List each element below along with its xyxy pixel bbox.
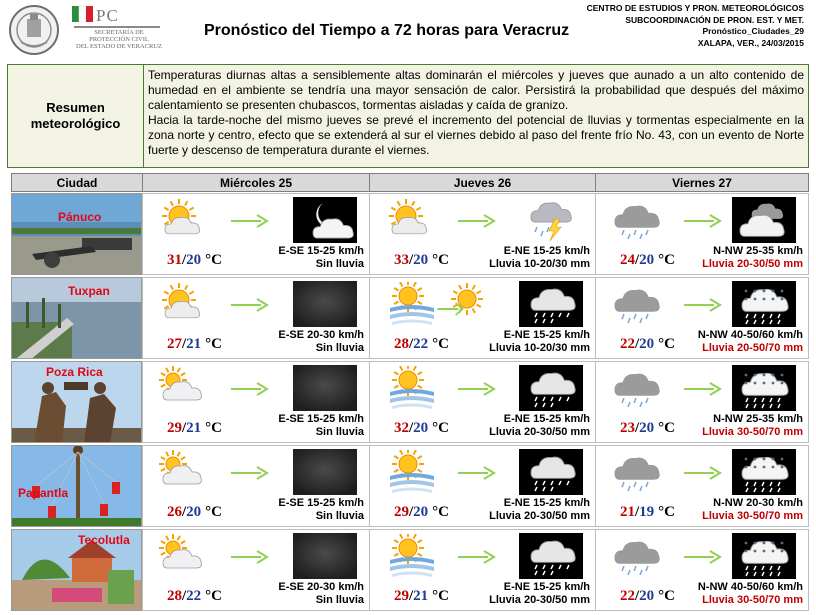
- temperature: 23/20 °C: [620, 420, 676, 436]
- max-temp: 26: [167, 504, 182, 520]
- forecast-cell: [142, 277, 370, 359]
- arrow-right-icon: [229, 548, 269, 566]
- min-temp: 21: [186, 336, 202, 352]
- rain-forecast: Lluvia 20-30/50 mm: [489, 426, 590, 438]
- temperature: 22/20 °C: [620, 336, 676, 352]
- min-temp: 20: [186, 504, 202, 520]
- min-temp: 19: [639, 504, 655, 520]
- temp-unit: °C: [658, 504, 676, 520]
- max-temp: 28: [167, 588, 182, 604]
- logo-pc: PC: [96, 6, 119, 25]
- temp-unit: °C: [658, 336, 676, 352]
- min-temp: 22: [413, 336, 429, 352]
- forecast-cell: [369, 529, 596, 611]
- heavy-rain-night-icon: [732, 533, 796, 579]
- rain-forecast: Lluvia 30-50/70 mm: [702, 510, 803, 522]
- temp-unit: °C: [205, 420, 223, 436]
- temperature: 22/20 °C: [620, 588, 676, 604]
- wind-forecast: E-SE 20-30 km/h: [278, 581, 364, 593]
- night-cloudy-icon: [732, 197, 796, 243]
- min-temp: 20: [186, 252, 202, 268]
- cloudy-sun-icon: [159, 450, 209, 496]
- rain-forecast: Lluvia 20-50/70 mm: [702, 342, 803, 354]
- temp-unit: °C: [205, 336, 223, 352]
- forecast-cell: [369, 445, 596, 527]
- rain-forecast: Lluvia 30-50/70 mm: [702, 426, 803, 438]
- fog-night-icon: [293, 365, 357, 411]
- max-temp: 32: [394, 420, 409, 436]
- partly-cloudy-sun-icon: [159, 198, 209, 244]
- cloudy-sun-icon: [159, 534, 209, 580]
- max-temp: 28: [394, 336, 409, 352]
- min-temp: 21: [186, 420, 202, 436]
- summary-label: Resumen meteorológico: [8, 65, 144, 167]
- temp-unit: °C: [432, 504, 450, 520]
- wind-forecast: E-NE 15-25 km/h: [503, 245, 590, 257]
- min-temp: 22: [186, 588, 202, 604]
- arrow-right-icon: [229, 296, 269, 314]
- max-temp: 33: [394, 252, 409, 268]
- partly-cloudy-sun-icon: [386, 198, 436, 244]
- min-temp: 20: [639, 336, 655, 352]
- rain-night-icon: [519, 365, 583, 411]
- rain-cloud-icon: [612, 450, 662, 496]
- arrow-right-icon: [436, 300, 464, 318]
- rain-forecast: Lluvia 10-20/30 mm: [489, 258, 590, 270]
- rain-forecast: Sin lluvia: [315, 342, 364, 354]
- wind-forecast: N-NW 20-30 km/h: [713, 497, 803, 509]
- arrow-right-icon: [229, 380, 269, 398]
- temp-unit: °C: [205, 504, 223, 520]
- temperature: 27/21 °C: [167, 336, 223, 352]
- max-temp: 24: [620, 252, 635, 268]
- temperature: 31/20 °C: [167, 252, 223, 268]
- rain-forecast: Sin lluvia: [315, 510, 364, 522]
- night-cloudy-moon-icon: [293, 197, 357, 243]
- wind-forecast: N-NW 25-35 km/h: [713, 245, 803, 257]
- temp-unit: °C: [432, 588, 450, 604]
- wind-forecast: E-NE 15-25 km/h: [503, 413, 590, 425]
- max-temp: 21: [620, 504, 635, 520]
- min-temp: 20: [413, 504, 429, 520]
- weather-summary: [7, 64, 809, 168]
- forecast-cell: [369, 193, 596, 275]
- forecast-cell: [142, 529, 370, 611]
- forecast-cell: [369, 361, 596, 443]
- max-temp: 31: [167, 252, 182, 268]
- table-row: [11, 361, 809, 444]
- rain-cloud-icon: [612, 198, 662, 244]
- rain-night-icon: [519, 533, 583, 579]
- fog-night-icon: [293, 533, 357, 579]
- rain-forecast: Sin lluvia: [315, 258, 364, 270]
- city-name: Papantla: [18, 486, 69, 500]
- city-name: Tuxpan: [68, 284, 110, 298]
- rain-cloud-icon: [612, 534, 662, 580]
- temp-unit: °C: [658, 420, 676, 436]
- min-temp: 20: [639, 252, 655, 268]
- temp-unit: °C: [658, 252, 676, 268]
- heavy-rain-night-icon: [732, 449, 796, 495]
- temperature: 29/21 °C: [394, 588, 450, 604]
- page-title: Pronóstico del Tiempo a 72 horas para Veracruz: [204, 22, 570, 39]
- logo-divider: [74, 26, 160, 28]
- wind-forecast: E-NE 15-25 km/h: [503, 497, 590, 509]
- temperature: 28/22 °C: [167, 588, 223, 604]
- haze-sun-icon: [386, 366, 436, 412]
- forecast-cell: [595, 361, 809, 443]
- rain-forecast: Sin lluvia: [315, 594, 364, 606]
- heavy-rain-night-icon: [732, 365, 796, 411]
- header-day-2: Jueves 26: [369, 173, 596, 192]
- arrow-right-icon: [682, 296, 722, 314]
- city-name: Poza Rica: [46, 365, 103, 379]
- arrow-right-icon: [456, 212, 496, 230]
- temp-unit: °C: [432, 336, 450, 352]
- arrow-right-icon: [229, 464, 269, 482]
- min-temp: 20: [639, 588, 655, 604]
- thunderstorm-icon: [519, 197, 583, 243]
- max-temp: 29: [394, 588, 409, 604]
- min-temp: 20: [639, 420, 655, 436]
- table-row: [11, 193, 809, 276]
- temp-unit: °C: [205, 588, 223, 604]
- rain-forecast: Lluvia 20-30/50 mm: [489, 510, 590, 522]
- haze-sun-icon: [386, 534, 436, 580]
- temperature: 24/20 °C: [620, 252, 676, 268]
- header-day-1: Miércoles 25: [142, 173, 370, 192]
- rain-forecast: Lluvia 30-50/70 mm: [702, 594, 803, 606]
- cloudy-sun-icon: [159, 366, 209, 412]
- temperature: 33/20 °C: [394, 252, 450, 268]
- rain-forecast: Sin lluvia: [315, 426, 364, 438]
- organization-info: CENTRO DE ESTUDIOS Y PRON. METEOROLÓGICOS SUBCOORDINACIÓN DE PRON. EST. Y MET. Pronóstico_Ciudades_29 XALAPA, VER., 24/03/2015: [586, 3, 804, 48]
- forecast-cell: [142, 193, 370, 275]
- fog-night-icon: [293, 281, 357, 327]
- arrow-right-icon: [456, 464, 496, 482]
- table-row: [11, 529, 809, 612]
- table-row: [11, 277, 809, 360]
- city-photo: [11, 361, 142, 443]
- city-name: Pánuco: [58, 210, 102, 224]
- summary-text: [148, 68, 804, 159]
- wind-forecast: N-NW 40-50/60 km/h: [697, 581, 803, 593]
- fog-night-icon: [293, 449, 357, 495]
- forecast-cell: [595, 193, 809, 275]
- header-city: Ciudad: [11, 173, 143, 192]
- min-temp: 21: [413, 588, 429, 604]
- wind-forecast: E-NE 15-25 km/h: [503, 329, 590, 341]
- wind-forecast: N-NW 25-35 km/h: [713, 413, 803, 425]
- temp-unit: °C: [658, 588, 676, 604]
- summary-paragraph-2: Hacia la tarde-noche del mismo jueves se prevé el incremento del potencial de lluvias y tormentas especialmente en la zona norte y centro, efecto que se extenderá al sur el viernes debido al paso del frente frío No. 43, con un evento de Norte fuerte y descenso de temperatura durante el viernes.: [148, 113, 804, 158]
- arrow-right-icon: [682, 548, 722, 566]
- max-temp: 27: [167, 336, 182, 352]
- rain-cloud-icon: [612, 282, 662, 328]
- temperature: 28/22 °C: [394, 336, 450, 352]
- heavy-rain-night-icon: [732, 281, 796, 327]
- temperature: 29/21 °C: [167, 420, 223, 436]
- haze-sun-icon: [386, 450, 436, 496]
- arrow-right-icon: [229, 212, 269, 230]
- page-header: [0, 0, 816, 60]
- city-name: Tecolutla: [78, 533, 130, 547]
- temperature: 26/20 °C: [167, 504, 223, 520]
- rain-cloud-icon: [612, 366, 662, 412]
- rain-night-icon: [519, 449, 583, 495]
- temperature: 29/20 °C: [394, 504, 450, 520]
- temperature: 21/19 °C: [620, 504, 676, 520]
- temp-unit: °C: [432, 420, 450, 436]
- flag-emblem-icon: [72, 4, 94, 26]
- partly-cloudy-sun-icon: [159, 282, 209, 328]
- wind-forecast: E-SE 15-25 km/h: [278, 413, 364, 425]
- arrow-right-icon: [682, 380, 722, 398]
- forecast-cell: [595, 445, 809, 527]
- rain-forecast: Lluvia 20-30/50 mm: [489, 594, 590, 606]
- min-temp: 20: [413, 420, 429, 436]
- wind-forecast: E-SE 15-25 km/h: [278, 497, 364, 509]
- forecast-table: [11, 173, 809, 613]
- wind-forecast: E-SE 20-30 km/h: [278, 329, 364, 341]
- rain-forecast: Lluvia 10-20/30 mm: [489, 342, 590, 354]
- temp-unit: °C: [432, 252, 450, 268]
- forecast-cell: [595, 277, 809, 359]
- arrow-right-icon: [456, 548, 496, 566]
- header-day-3: Viernes 27: [595, 173, 809, 192]
- haze-sun-icon: [386, 282, 436, 328]
- forecast-cell: [369, 277, 596, 359]
- temp-unit: °C: [205, 252, 223, 268]
- table-row: [11, 445, 809, 528]
- forecast-cell: [595, 529, 809, 611]
- logo-text: SECRETARÍA DE PROTECCIÓN CIVIL DEL ESTADO DE VERACRUZ: [76, 29, 162, 50]
- temperature: 32/20 °C: [394, 420, 450, 436]
- rain-night-icon: [519, 281, 583, 327]
- arrow-right-icon: [456, 380, 496, 398]
- min-temp: 20: [413, 252, 429, 268]
- city-photo: [11, 193, 142, 275]
- arrow-right-icon: [682, 212, 722, 230]
- city-photo: [11, 529, 142, 611]
- forecast-cell: [142, 445, 370, 527]
- forecast-cell: [142, 361, 370, 443]
- summary-paragraph-1: Temperaturas diurnas altas a sensiblemente altas dominarán el miércoles y jueves que aunado a un alto contenido de humedad en el ambiente se tendría una mayor sensación de calor. Persistirá la probabilidad que después del máximo calentamiento se presenten chubascos, tormentas aisladas y caída de granizo.: [148, 68, 804, 113]
- max-temp: 29: [394, 504, 409, 520]
- wind-forecast: E-SE 15-25 km/h: [278, 245, 364, 257]
- rain-forecast: Lluvia 20-30/50 mm: [702, 258, 803, 270]
- max-temp: 23: [620, 420, 635, 436]
- city-photo: [11, 277, 142, 359]
- state-seal-icon: [8, 4, 60, 56]
- arrow-right-icon: [682, 464, 722, 482]
- max-temp: 22: [620, 336, 635, 352]
- wind-forecast: E-NE 15-25 km/h: [503, 581, 590, 593]
- city-photo: [11, 445, 142, 527]
- max-temp: 22: [620, 588, 635, 604]
- wind-forecast: N-NW 40-50/60 km/h: [697, 329, 803, 341]
- max-temp: 29: [167, 420, 182, 436]
